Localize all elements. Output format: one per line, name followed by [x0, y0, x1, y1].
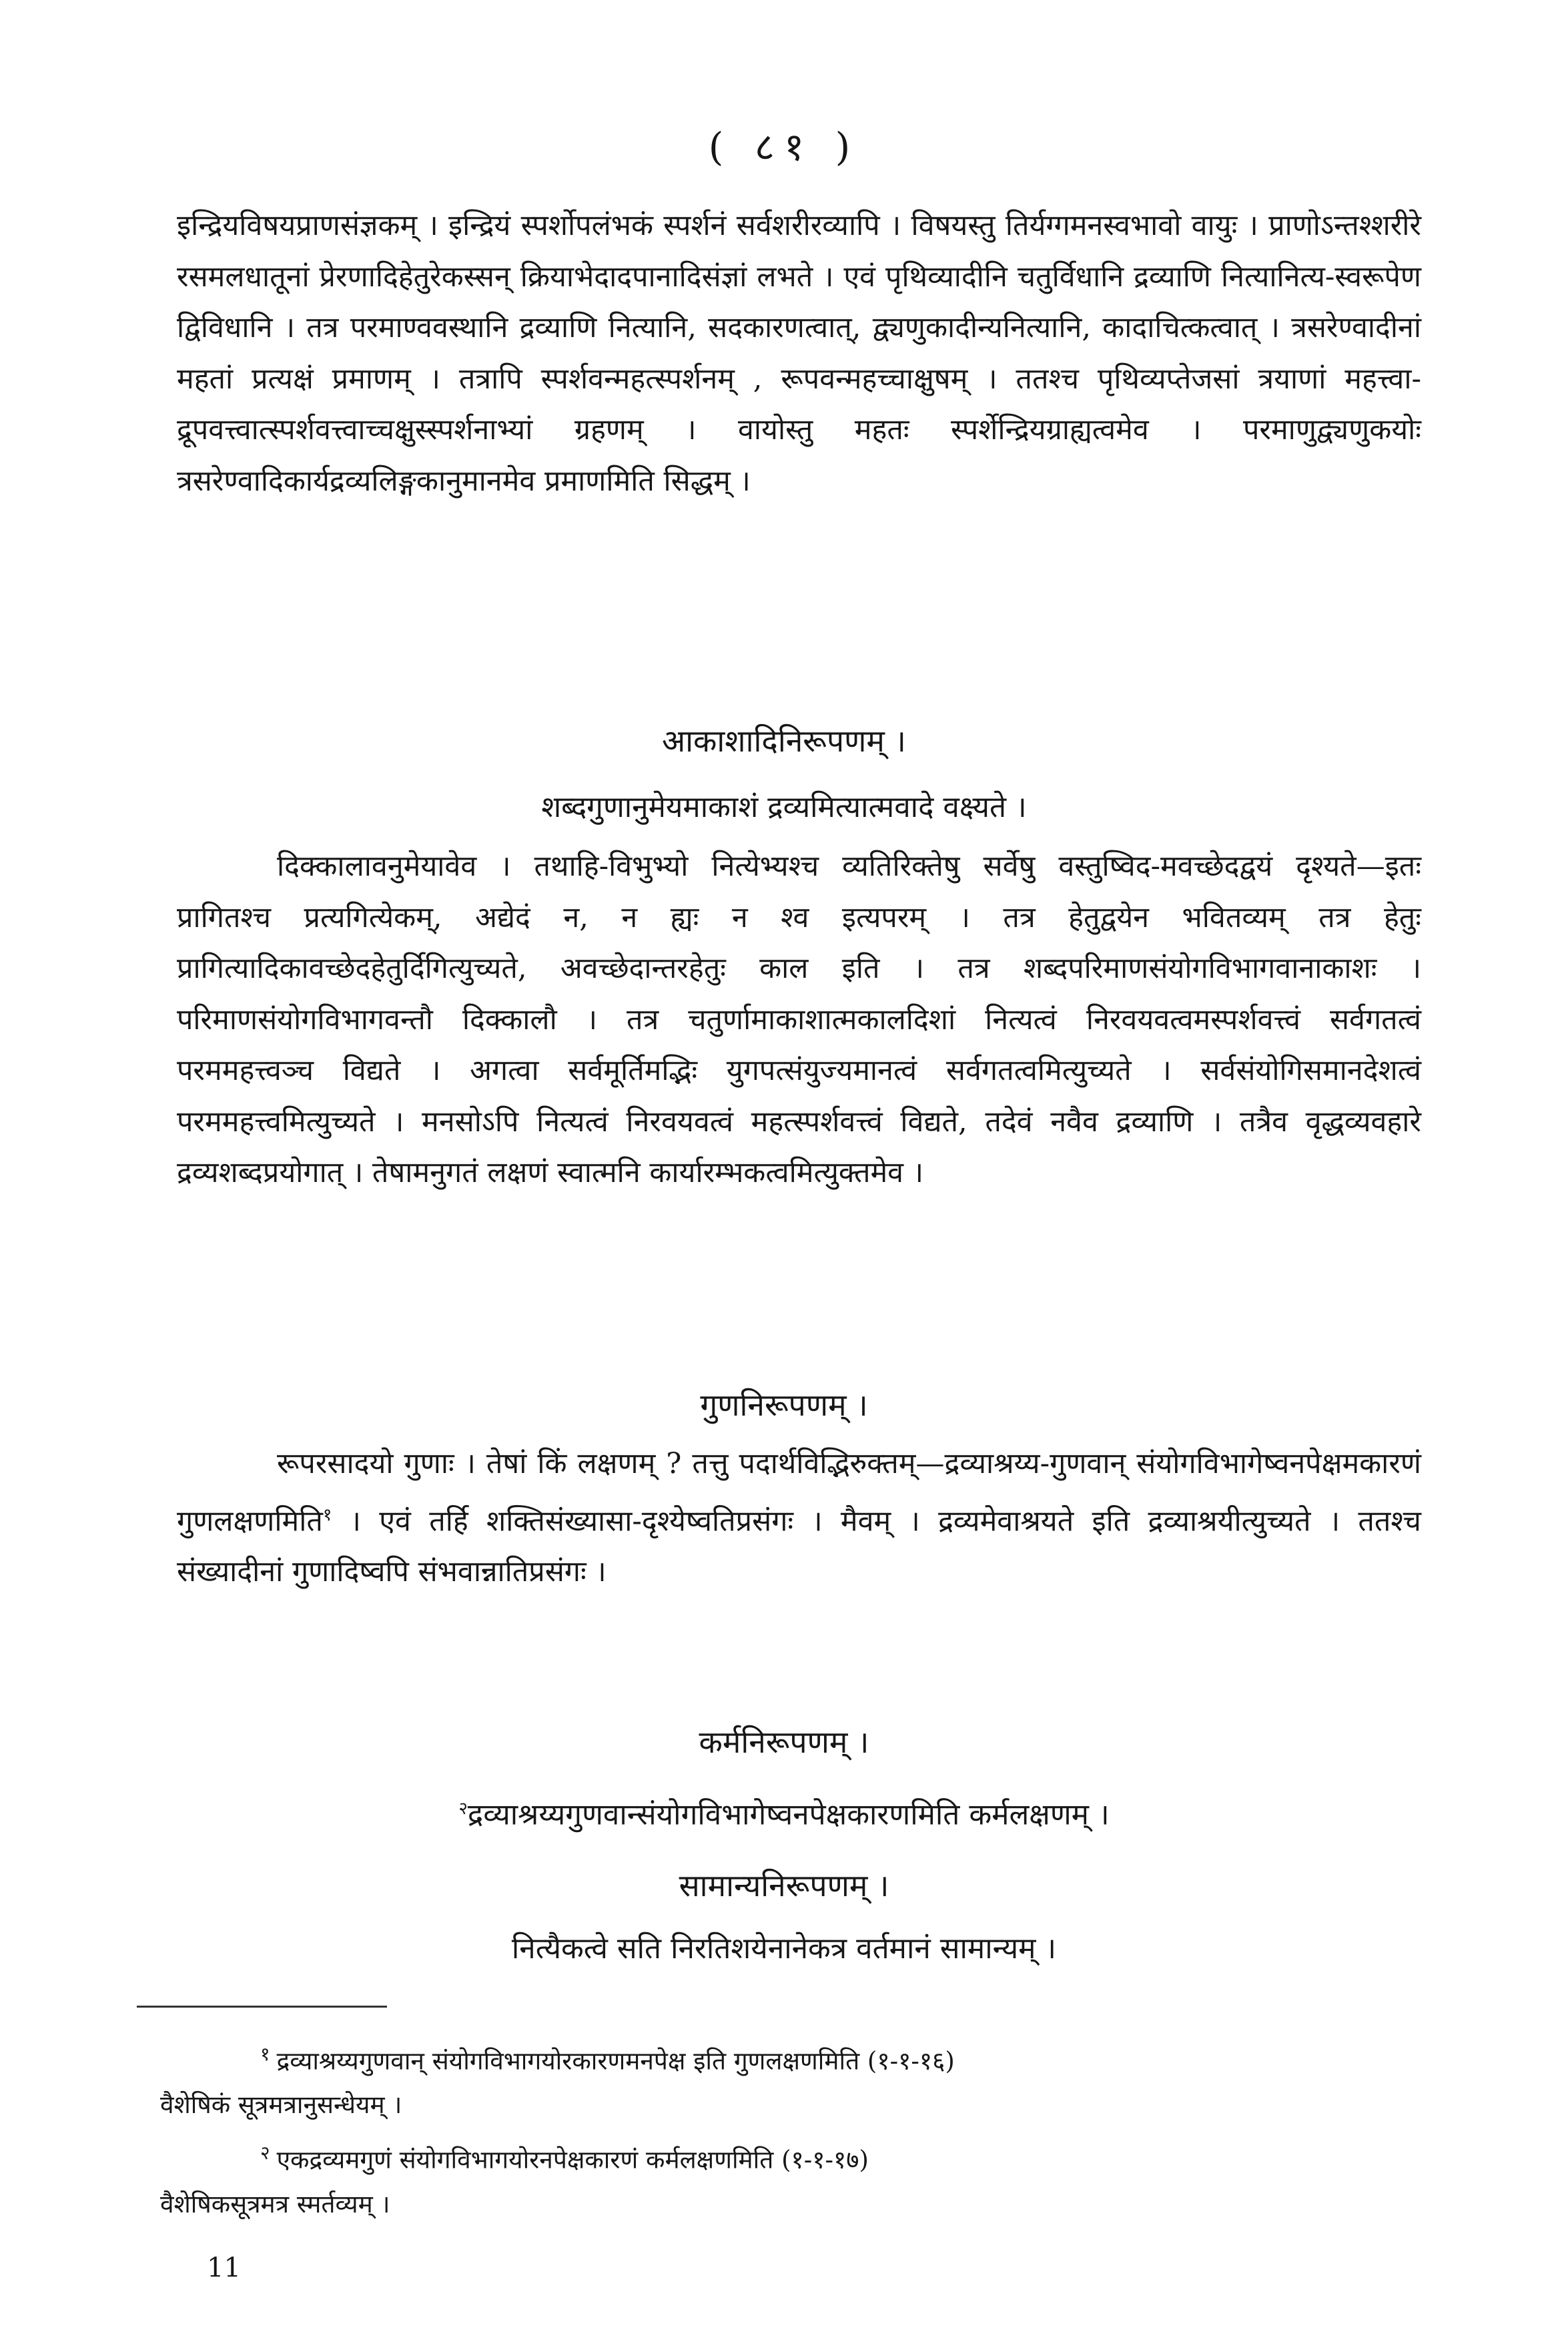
footnote-reference: २ [458, 1799, 468, 1819]
paragraph-dik-kala-text: दिक्कालावनुमेयावेव । तथाहि-विभुभ्यो नित्येभ्यश्च व्यतिरिक्तेषु सर्वेषु वस्तुष्विद-मवच्छेदद्वयं दृश्यते—इतः प्रागितश्च प्रत्यगित्येकम्, अद्येदं न, न ह्यः न श्व इत्यपरम् । तत्र हेतुद्वयेन भवितव्यम् तत्र हेतुः प्रागित्यादिकावच्छेदहेतुर्दिगित्युच्यते, अवच्छेदान्तरहेतुः काल इति । तत्र शब्दपरिमाणसंयोगविभागवानाकाशः । परिमाणसंयोगविभागवन्तौ दिक्कालौ । तत्र चतुर्णामाकाशात्मकालदिशां नित्यत्वं निरवयवत्वमस्पर्शवत्त्वं सर्वगतत्वं परममहत्त्वञ्च विद्यते । अगत्वा सर्वमूर्तिमद्भिः युगपत्संयुज्यमानत्वं सर्वगतत्वमित्युच्यते । सर्वसंयोगिसमानदेशत्वं परममहत्त्वमित्युच्यते । मनसोऽपि नित्यत्वं निरवयवत्वं महत्स्पर्शवत्त्वं विद्यते, तदेवं नवैव द्रव्याणि । तत्रैव वृद्धव्यवहारे द्रव्यशब्दप्रयोगात् । तेषामनुगतं लक्षणं स्वात्मनि कार्यारम्भकत्वमित्युक्तमेव । [177, 850, 1421, 1189]
signature-mark: 11 [207, 2253, 241, 2283]
akasha-definition: शब्दगुणानुमेयमाकाशं द्रव्यमित्यात्मवादे वक्ष्यते । [541, 790, 1027, 824]
paragraph-guna-text-b: । एवं तर्हि शक्तिसंख्यासा-दृश्येष्वतिप्रसंगः । मैवम् । द्रव्यमेवाश्रयते इति द्रव्याश्रयीत्युच्यते । ततश्च संख्यादीनां गुणादिष्वपि संभवान्नातिप्रसंगः । [177, 1504, 1421, 1589]
paragraph-dik-kala [177, 841, 1421, 1199]
footnote-2 [160, 2131, 1415, 2226]
footnote-divider [137, 2006, 387, 2008]
page-number: ( ८१ ) [708, 124, 860, 170]
footnote-1 [160, 2032, 1415, 2127]
footnote-1-line-1 [160, 2032, 1415, 2083]
footnote-1-mark: १ [260, 2043, 270, 2065]
footnote-2-line-2: वैशेषिकसूत्रमत्र स्मर्तव्यम् । [160, 2189, 390, 2219]
footnote-reference: १ [322, 1504, 332, 1525]
section-heading-guna: गुणनिरूपणम् । [700, 1387, 868, 1423]
footnote-1-line-2: वैशेषिकं सूत्रमत्रानुसन्धेयम् । [160, 2090, 402, 2120]
paragraph-guna [177, 1438, 1421, 1598]
footnote-1-text: द्रव्याश्रय्यगुणवान् संयोगविभागयोरकारणमनपेक्ष इति गुणलक्षणमिति (१-१-१६) [276, 2046, 955, 2076]
karma-definition [0, 1785, 1568, 1839]
karma-definition-text: द्रव्याश्रय्यगुणवान्संयोगविभागेष्वनपेक्षकारणमिति कर्मलक्षणम् । [467, 1797, 1110, 1832]
section-heading-karma: कर्मनिरूपणम् । [699, 1724, 869, 1760]
footnote-2-line-1 [160, 2131, 1415, 2182]
samanya-definition: नित्यैकत्वे सति निरतिशयेनानेकत्र वर्तमानं सामान्यम् । [511, 1932, 1057, 1966]
footnote-2-mark: २ [260, 2142, 270, 2164]
paragraph-prana-dravya: इन्द्रियविषयप्राणसंज्ञकम् । इन्द्रियं स्पर्शोपलंभकं स्पर्शनं सर्वशरीरव्यापि । विषयस्तु तिर्यग्गमनस्वभावो वायुः । प्राणोऽन्तश्शरीरे रसमलधातूनां प्रेरणादिहेतुरेकस्सन् क्रियाभेदादपानादिसंज्ञां लभते । एवं पृथिव्यादीनि चतुर्विधानि द्रव्याणि नित्यानित्य-स्वरूपेण द्विविधानि । तत्र परमाण्ववस्थानि द्रव्याणि नित्यानि, सदकारणत्वात्, द्व्यणुकादीन्यनित्यानि, कादाचित्कत्वात् । त्रसरेण्वादीनां महतां प्रत्यक्षं प्रमाणम् । तत्रापि स्पर्शवन्महत्स्पर्शनम् , रूपवन्महच्चाक्षुषम् । ततश्च पृथिव्यप्तेजसां त्रयाणां महत्त्वा-द्रूपवत्त्वात्स्पर्शवत्त्वाच्चक्षुस्स्पर्शनाभ्यां ग्रहणम् । वायोस्तु महतः स्पर्शेन्द्रियग्राह्यत्वमेव । परमाणुद्व्यणुकयोः त्रसरेण्वादिकार्यद्रव्यलिङ्गकानुमानमेव प्रमाणमिति सिद्धम् । [177, 209, 1421, 498]
footnotes [160, 2032, 1415, 2231]
section-heading-samanya: सामान्यनिरूपणम् । [679, 1867, 889, 1904]
paragraph-guna-text-a: रूपरसादयो गुणाः । तेषां किं लक्षणम् ? तत्तु पदार्थविद्भिरुक्तम्—द्रव्याश्रय्य-गुणवान् संयोगविभागेष्वनपेक्षमकारणं गुणलक्षणमिति [177, 1447, 1421, 1538]
section-heading-akasha: आकाशादिनिरूपणम् । [662, 723, 906, 759]
footnote-2-text: एकद्रव्यमगुणं संयोगविभागयोरनपेक्षकारणं कर्मलक्षणमिति (१-१-१७) [276, 2145, 869, 2174]
